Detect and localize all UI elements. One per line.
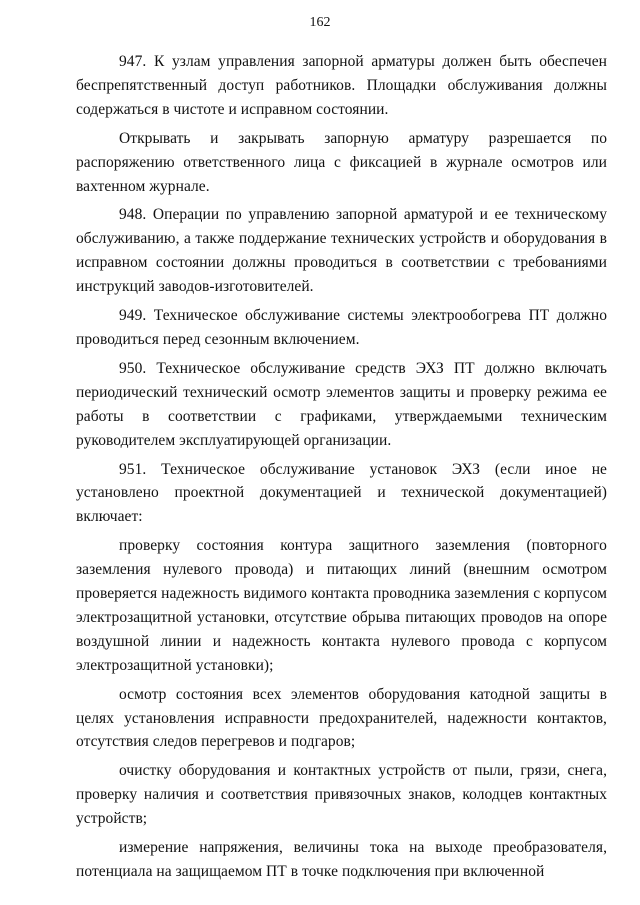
paragraph-947-valves-operation: Открывать и закрывать запорную арматуру разрешается по распоряжению ответственного лица с фиксацией в журнале осмотров или вахтенном журнале. [76,129,607,195]
list-item-grounding-check: проверку состояния контура защитного заземления (повторного заземления нулевого провода) и питающих линий (внешним осмотром проверяется надежность видимого контакта проводника заземления с корпусом электрозащитной установки, отсутствие обрыва питающих проводов на опоре воздушной линии и надежность контакта нулевого провода с корпусом электрозащитной установки); [76,537,607,674]
paragraph-948: 948. Операции по управлению запорной арматурой и ее техническому обслуживанию, а также поддержание технических устройств и оборудования в исправном состоянии должны проводиться в соответствии с требованиями инструкций заводов-изготовителей. [76,206,607,296]
paragraph-951: 951. Техническое обслуживание установок ЭХЗ (если иное не установлено проектной документацией и технической документацией) включает: [76,460,607,526]
paragraph-947: 947. К узлам управления запорной арматуры должен быть обеспечен беспрепятственный доступ работников. Площадки обслуживания должны содержаться в чистоте и исправном состоянии. [76,53,607,118]
document-body [76,50,607,889]
list-item-voltage-measurement: измерение напряжения, величины тока на выходе преобразователя, потенциала на защищаемом ПТ в точке подключения при включенной [76,839,607,880]
list-item-equipment-cleaning: очистку оборудования и контактных устройств от пыли, грязи, снега, проверку наличия и соответствия привязочных знаков, колодцев контактных устройств; [76,762,607,828]
paragraph-950: 950. Техническое обслуживание средств ЭХЗ ПТ должно включать периодический технический осмотр элементов защиты и проверку режима ее работы в соответствии с графиками, утверждаемыми техническим руководителем эксплуатирующей организации. [76,359,607,449]
paragraph-949: 949. Техническое обслуживание системы электрообогрева ПТ должно проводиться перед сезонным включением. [76,307,607,348]
list-item-cathodic-inspection: осмотр состояния всех элементов оборудования катодной защиты в целях установления исправности предохранителей, надежности контактов, отсутствия следов перегревов и подгаров; [76,685,607,751]
page-number: 162 [309,15,331,30]
